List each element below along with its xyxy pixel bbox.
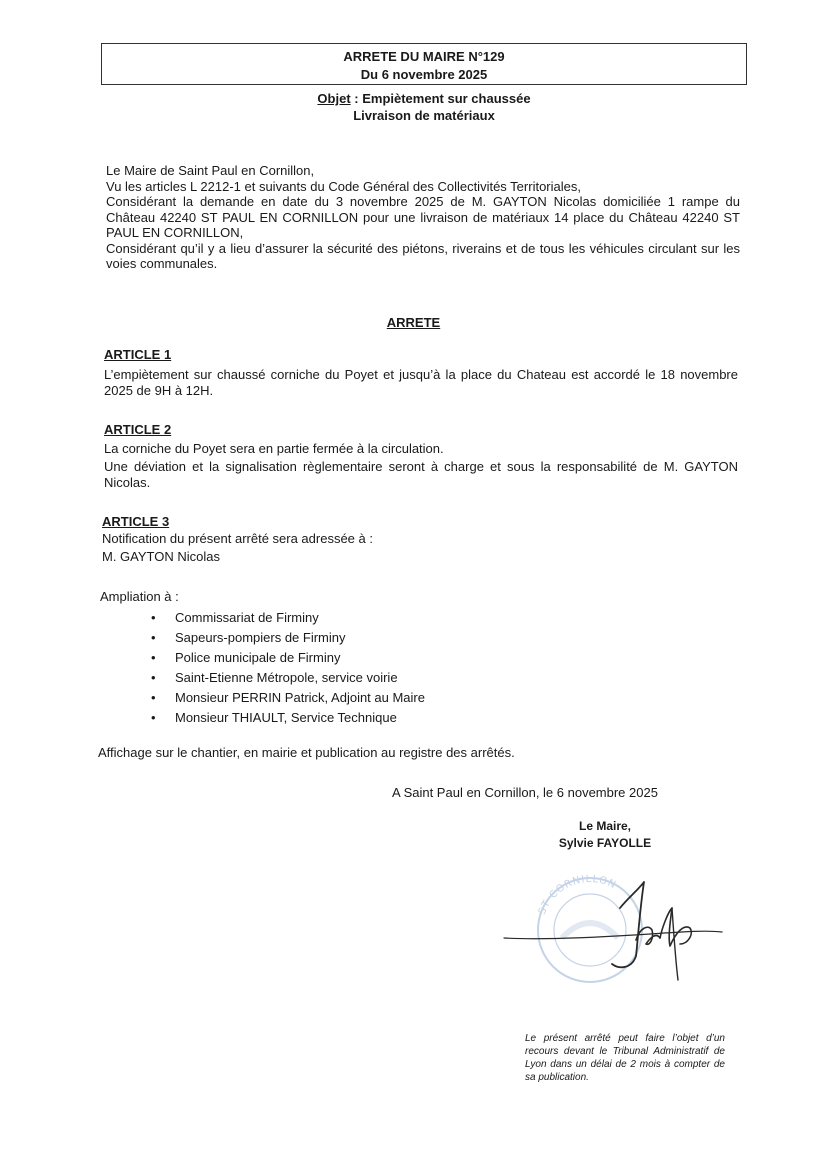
list-item — [100, 668, 425, 688]
appeal-notice: Le présent arrêté peut faire l’objet d’un recours devant le Tribunal Administratif de Lyon dans un délai de 2 mois à compter de sa publication. — [525, 1033, 725, 1083]
list-item — [100, 608, 425, 628]
object-label: Objet — [317, 91, 351, 106]
article-2-line-1: La corniche du Poyet sera en partie fermée à la circulation. — [104, 441, 444, 456]
list-item-text: Saint-Etienne Métropole, service voirie — [175, 669, 398, 685]
list-item — [100, 648, 425, 668]
list-item-text: Monsieur THIAULT, Service Technique — [175, 709, 397, 725]
article-1-text: L’empiètement sur chaussé corniche du Poyet et jusqu’à la place du Chateau est accordé le 18 novembre 2025 de 9H à 12H. — [104, 367, 738, 398]
list-item-text: Monsieur PERRIN Patrick, Adjoint au Maire — [175, 689, 425, 705]
bullet-icon: • — [151, 709, 156, 725]
list-item-text: Commissariat de Firminy — [175, 609, 319, 625]
article-1-heading: ARTICLE 1 — [104, 347, 172, 362]
decree-object — [101, 90, 747, 124]
article-3-line-2: M. GAYTON Nicolas — [102, 549, 220, 564]
decree-date: Du 6 novembre 2025 — [360, 67, 488, 82]
affichage-note: Affichage sur le chantier, en mairie et publication au registre des arrêtés. — [98, 745, 515, 760]
ampliation-label: Ampliation à : — [100, 589, 179, 604]
article-2-heading: ARTICLE 2 — [104, 422, 172, 437]
preamble — [106, 163, 740, 272]
arrete-heading: ARRETE — [386, 315, 441, 330]
list-item — [100, 628, 425, 648]
bullet-icon: • — [151, 649, 156, 665]
preamble-line: Considérant qu’il y a lieu d’assurer la sécurité des piétons, riverains et de tous les véhicules circulant sur les voies communales. — [106, 240, 740, 271]
article-3-line-1: Notification du présent arrêté sera adressée à : — [102, 531, 373, 546]
signer-title: Le Maire, — [578, 819, 632, 833]
decree-title: ARRETE DU MAIRE N°129 — [343, 49, 505, 64]
bullet-icon: • — [151, 669, 156, 685]
list-item — [100, 688, 425, 708]
article-1 — [104, 347, 738, 399]
stamp-text: ST CORNILLON — [536, 873, 619, 917]
list-item-text: Sapeurs-pompiers de Firminy — [175, 629, 346, 645]
decree-header — [101, 43, 747, 85]
object-separator: : — [350, 91, 363, 106]
ampliation-list — [100, 608, 425, 728]
preamble-line: Considérant la demande en date du 3 novembre 2025 de M. GAYTON Nicolas domiciliée 1 rampe du Château 42240 ST PAUL EN CORNILLON pour une livraison de matériaux 14 place du Château 42240 ST PAUL EN CORNILLON, — [106, 194, 740, 240]
article-3-heading: ARTICLE 3 — [102, 514, 170, 529]
bullet-icon: • — [151, 689, 156, 705]
article-2 — [104, 422, 738, 491]
svg-text:ST CORNILLON — [537, 874, 618, 916]
bullet-icon: • — [151, 629, 156, 645]
signer-block — [540, 818, 670, 852]
stamp-and-signature — [500, 868, 730, 993]
bullet-icon: • — [151, 609, 156, 625]
object-line-2: Livraison de matériaux — [353, 108, 495, 123]
preamble-line: Le Maire de Saint Paul en Cornillon, — [106, 163, 315, 178]
article-3 — [102, 514, 736, 565]
preamble-line: Vu les articles L 2212-1 et suivants du Code Général des Collectivités Territoriales, — [106, 178, 581, 194]
article-2-line-2: Une déviation et la signalisation règlementaire seront à charge et sous la responsabilité de M. GAYTON Nicolas. — [104, 459, 738, 490]
list-item — [100, 708, 425, 728]
place-and-date: A Saint Paul en Cornillon, le 6 novembre 2025 — [392, 785, 658, 800]
signer-name: Sylvie FAYOLLE — [558, 836, 652, 850]
ampliation — [100, 589, 425, 728]
list-item-text: Police municipale de Firminy — [175, 649, 341, 665]
signature-graphic — [500, 868, 730, 988]
object-line-1: Empiètement sur chaussée — [362, 91, 531, 106]
